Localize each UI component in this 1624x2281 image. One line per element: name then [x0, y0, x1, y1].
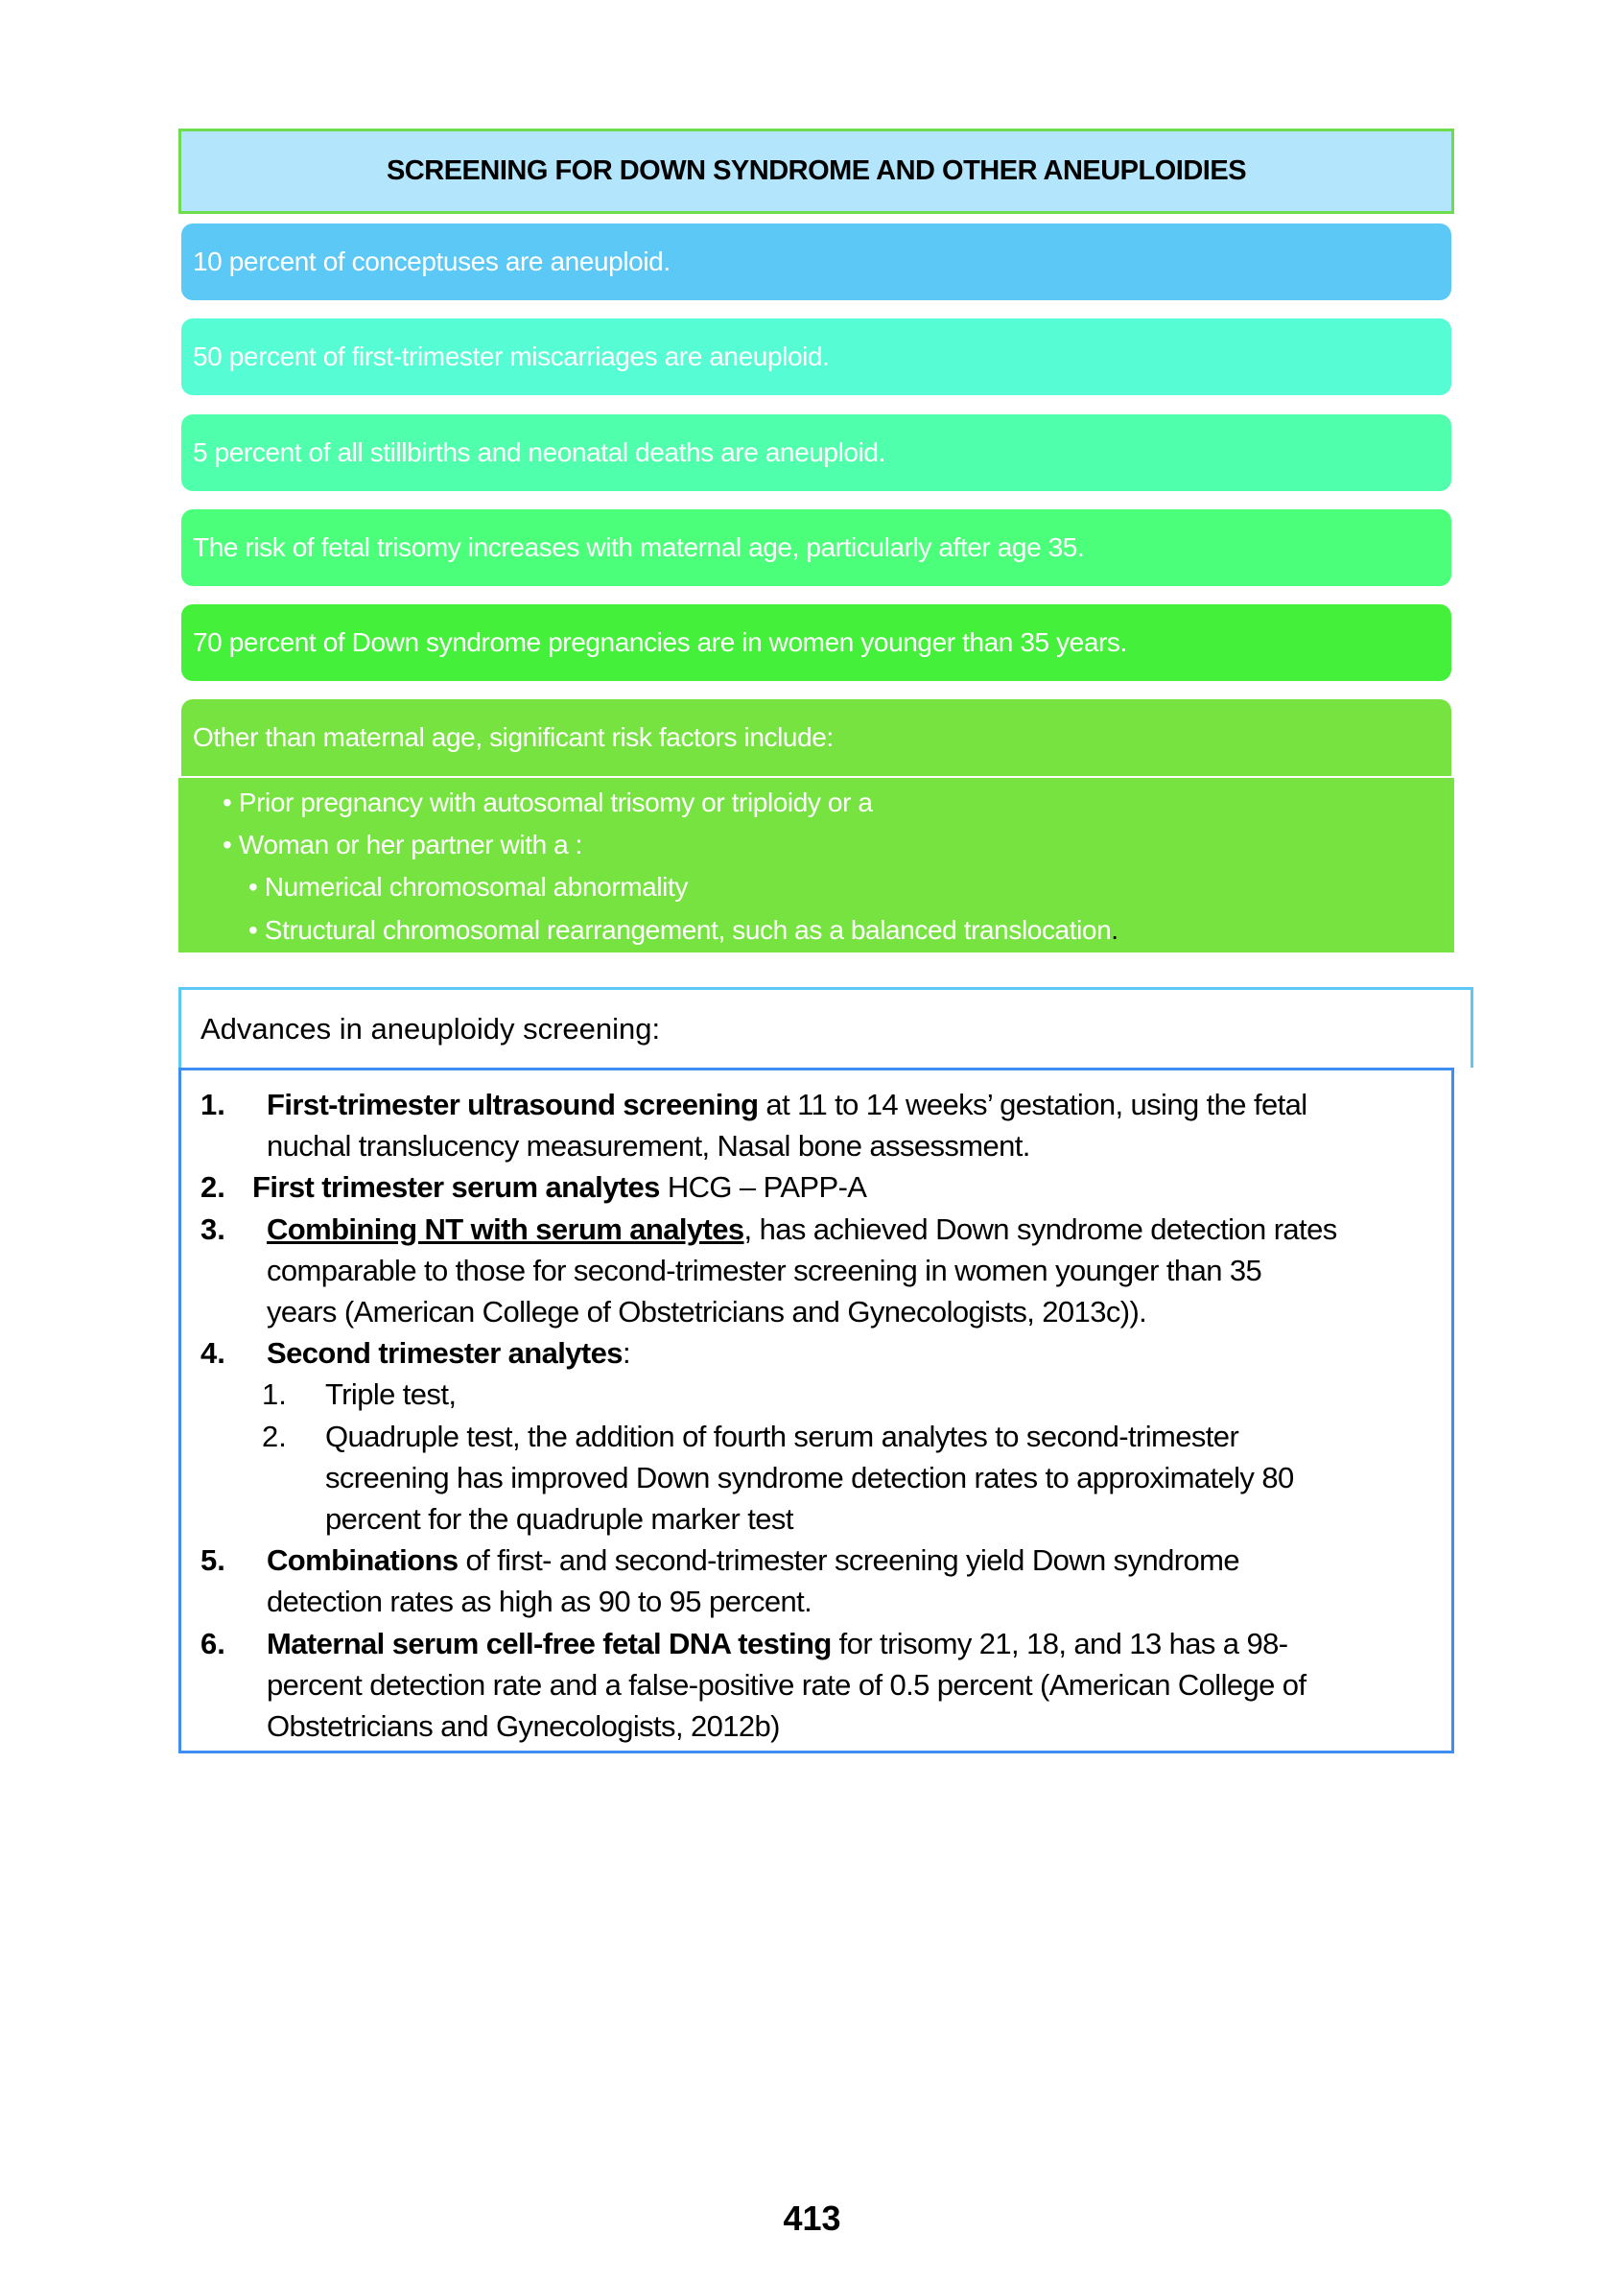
- bullet-icon: •: [248, 915, 265, 945]
- fact-box: 10 percent of conceptuses are aneuploid.: [181, 223, 1451, 300]
- risk-factor-item: [248, 872, 688, 903]
- text: nuchal translucency measurement, Nasal bone assessment.: [267, 1129, 1030, 1164]
- list-number: 6.: [200, 1626, 225, 1660]
- list-line: [267, 1623, 1287, 1664]
- list-line: [267, 1250, 1261, 1291]
- list-line: [325, 1374, 456, 1415]
- risk-factor-text: Woman or her partner with a :: [238, 830, 583, 859]
- text: percent detection rate and a false-positive rate of 0.5 percent (American College of: [267, 1667, 1306, 1702]
- bold-text: Combinations: [267, 1543, 459, 1578]
- text: Quadruple test, the addition of fourth serum analytes to second-trimester: [325, 1419, 1239, 1453]
- text: Triple test,: [325, 1377, 457, 1412]
- text: :: [622, 1336, 630, 1371]
- list-line: [267, 1209, 1337, 1250]
- text: HCG – PAPP-A: [659, 1170, 867, 1205]
- list-number: 1.: [262, 1377, 287, 1412]
- bullet-icon: •: [223, 788, 239, 817]
- risk-factor-item: [248, 915, 1118, 946]
- list-line: [267, 1664, 1306, 1705]
- text: screening has improved Down syndrome detection rates to approximately 80: [325, 1460, 1294, 1494]
- text: Obstetricians and Gynecologists, 2012b): [267, 1709, 780, 1743]
- advances-list: [178, 1068, 1454, 1753]
- bullet-icon: •: [248, 872, 265, 902]
- bold-text: Maternal serum cell-free fetal DNA testing: [267, 1626, 832, 1660]
- text: comparable to those for second-trimester screening in women younger than 35: [267, 1253, 1262, 1287]
- list-line: [252, 1166, 866, 1208]
- list-number: 2.: [200, 1170, 225, 1205]
- list-line: [325, 1457, 1294, 1498]
- fact-box: Other than maternal age, significant risk factors include:: [181, 699, 1451, 776]
- list-number: 3.: [200, 1211, 225, 1246]
- text: at 11 to 14 weeks’ gestation, using the fetal: [758, 1088, 1307, 1121]
- list-line: [267, 1581, 812, 1622]
- list-line: [267, 1084, 1307, 1125]
- text: for trisomy 21, 18, and 13 has a 98-: [831, 1626, 1288, 1660]
- page-title: SCREENING FOR DOWN SYNDROME AND OTHER ANEUPLOIDIES: [178, 129, 1454, 214]
- list-line: [267, 1540, 1239, 1581]
- fact-box: The risk of fetal trisomy increases with maternal age, particularly after age 35.: [181, 509, 1451, 586]
- risk-factor-text: Structural chromosomal rearrangement, such as a balanced translocation: [264, 915, 1112, 945]
- list-line: [325, 1416, 1238, 1457]
- risk-factor-list: [178, 778, 1454, 952]
- list-line: [267, 1125, 1030, 1166]
- list-number: 5.: [200, 1543, 225, 1578]
- text: years (American College of Obstetricians and Gynecologists, 2013c)).: [267, 1295, 1147, 1329]
- risk-factor-item: [223, 830, 582, 860]
- list-number: 2.: [262, 1419, 287, 1453]
- list-line: [325, 1498, 793, 1540]
- bold-text: First-trimester ultrasound screening: [267, 1088, 759, 1121]
- text: of first- and second-trimester screening yield Down syndrome: [458, 1543, 1239, 1578]
- text: detection rates as high as 90 to 95 percent.: [267, 1585, 812, 1619]
- risk-factor-trail: .: [1111, 915, 1118, 945]
- fact-box: 70 percent of Down syndrome pregnancies are in women younger than 35 years.: [181, 604, 1451, 681]
- underlined-bold-text: Combining NT with serum analytes: [267, 1211, 744, 1246]
- risk-factor-text: Numerical chromosomal abnormality: [264, 872, 688, 902]
- advances-heading: Advances in aneuploidy screening:: [178, 987, 1473, 1068]
- fact-box: 5 percent of all stillbirths and neonatal deaths are aneuploid.: [181, 414, 1451, 491]
- fact-box: 50 percent of first-trimester miscarriages are aneuploid.: [181, 318, 1451, 395]
- bullet-icon: •: [223, 830, 239, 859]
- text: , has achieved Down syndrome detection rates: [743, 1211, 1337, 1246]
- list-line: [267, 1291, 1146, 1332]
- list-line: [267, 1705, 780, 1747]
- risk-factor-text: Prior pregnancy with autosomal trisomy or triploidy or a: [238, 788, 873, 817]
- page-number: 413: [783, 2199, 841, 2238]
- list-number: 4.: [200, 1336, 225, 1371]
- list-number: 1.: [200, 1088, 225, 1121]
- risk-factor-item: [223, 788, 873, 818]
- bold-text: Second trimester analytes: [267, 1336, 623, 1371]
- bold-text: First trimester serum analytes: [252, 1170, 660, 1205]
- text: percent for the quadruple marker test: [325, 1502, 793, 1536]
- list-line: [267, 1332, 630, 1374]
